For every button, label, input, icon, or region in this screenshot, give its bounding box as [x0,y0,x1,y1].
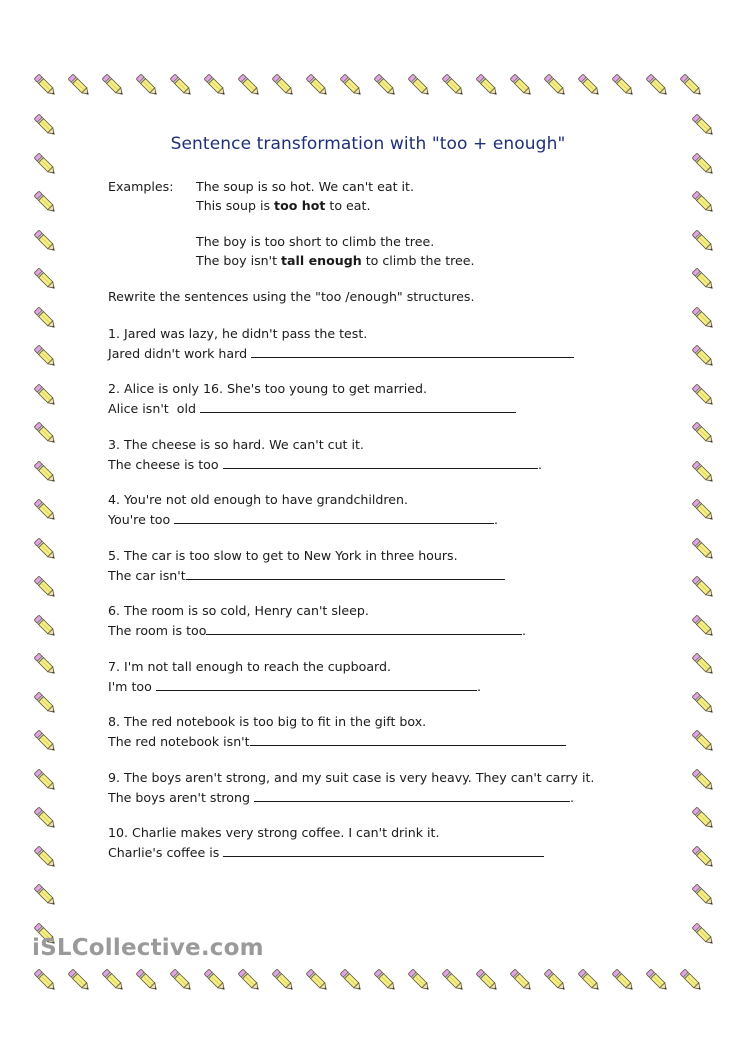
answer-start-text: Alice isn't old [108,401,200,416]
pencil-icon [268,965,298,995]
answer-start-text: You're too [108,512,175,527]
pencil-icon [30,688,60,718]
pencil-icon [64,70,94,100]
pencil-icon [688,226,718,256]
pencil-icon [132,70,162,100]
pencil-icon [132,965,162,995]
pencil-icon [472,965,502,995]
answer-start-text: Jared didn't work hard [108,346,252,361]
pencil-icon [98,70,128,100]
answer-blank-line[interactable] [251,345,574,358]
pencil-icon [642,965,672,995]
pencil-icon [472,70,502,100]
pencil-icon [688,649,718,679]
pencil-icon [30,726,60,756]
answer-blank-line[interactable] [223,456,538,469]
question-2-answer-row [108,400,516,417]
answer-start-text: The cheese is too [108,457,223,472]
pencil-icon [688,919,718,949]
pencil-icon [30,187,60,217]
example-2-bold: tall enough [281,253,362,268]
pencil-icon [30,842,60,872]
answer-blank-line[interactable] [186,567,505,580]
pencil-icon [30,418,60,448]
pencil-icon [268,70,298,100]
pencil-icon [200,70,230,100]
question-9-prompt: 9. The boys aren't strong, and my suit case is very heavy. They can't carry it. [108,770,595,785]
answer-blank-line[interactable] [200,400,516,413]
pencil-icon [688,880,718,910]
question-5-answer-row [108,567,505,584]
pencil-icon [688,572,718,602]
pencil-icon [438,70,468,100]
pencil-icon [688,264,718,294]
pencil-icon [688,688,718,718]
question-1-answer-row [108,345,574,362]
pencil-icon [30,226,60,256]
question-10-answer-row [108,844,544,861]
pencil-icon [688,341,718,371]
pencil-icon [234,70,264,100]
question-2-prompt: 2. Alice is only 16. She's too young to get married. [108,381,427,396]
pencil-icon [688,187,718,217]
pencil-icon [302,965,332,995]
question-3-answer-row [108,456,542,473]
pencil-icon [574,70,604,100]
pencil-icon [30,534,60,564]
answer-blank-line[interactable] [250,733,566,746]
pencil-icon [688,842,718,872]
pencil-icon [30,649,60,679]
pencil-icon [688,765,718,795]
answer-start-text: The red notebook isn't [108,734,250,749]
pencil-icon [30,303,60,333]
pencil-icon [688,418,718,448]
pencil-icon [30,341,60,371]
example-1-answer: This soup is too hot to eat. [196,198,371,213]
example-2-sentence: The boy is too short to climb the tree. [196,234,435,249]
pencil-icon [30,380,60,410]
pencil-icon [404,70,434,100]
pencil-icon [642,70,672,100]
answer-end-text: . [570,790,575,805]
pencil-icon [234,965,264,995]
pencil-icon [404,965,434,995]
answer-start-text: I'm too [108,679,156,694]
answer-blank-line[interactable] [174,511,494,524]
pencil-icon [574,965,604,995]
example-1-sentence: The soup is so hot. We can't eat it. [196,179,414,194]
pencil-icon [30,803,60,833]
examples-label: Examples: [108,179,174,194]
example-2-answer: The boy isn't tall enough to climb the tree. [196,253,475,268]
question-3-prompt: 3. The cheese is so hard. We can't cut it. [108,437,364,452]
question-4-answer-row [108,511,498,528]
question-8-answer-row [108,733,566,750]
question-6-prompt: 6. The room is so cold, Henry can't sleep. [108,603,369,618]
answer-blank-line[interactable] [254,789,570,802]
answer-start-text: The room is too [108,623,207,638]
pencil-icon [336,70,366,100]
pencil-icon [30,457,60,487]
answer-blank-line[interactable] [223,844,544,857]
pencil-icon [540,70,570,100]
answer-blank-line[interactable] [156,678,477,691]
pencil-icon [676,965,706,995]
answer-end-text: . [538,457,543,472]
worksheet-title: Sentence transformation with "too + enough" [170,134,566,154]
question-5-prompt: 5. The car is too slow to get to New York in three hours. [108,548,458,563]
pencil-icon [688,726,718,756]
answer-end-text: . [494,512,499,527]
pencil-icon [688,303,718,333]
answer-end-text: . [522,623,527,638]
pencil-icon [30,765,60,795]
pencil-icon [166,70,196,100]
pencil-icon [688,611,718,641]
question-1-prompt: 1. Jared was lazy, he didn't pass the test. [108,326,368,341]
instructions: Rewrite the sentences using the "too /enough" structures. [108,289,475,304]
pencil-icon [370,70,400,100]
pencil-icon [302,70,332,100]
pencil-icon [688,495,718,525]
pencil-icon [98,965,128,995]
pencil-icon [688,457,718,487]
question-9-answer-row [108,789,574,806]
question-10-prompt: 10. Charlie makes very strong coffee. I can't drink it. [108,825,440,840]
pencil-icon [506,70,536,100]
pencil-icon [506,965,536,995]
pencil-icon [370,965,400,995]
pencil-icon [30,264,60,294]
pencil-icon [608,965,638,995]
answer-start-text: The car isn't [108,568,186,583]
answer-start-text: The boys aren't strong [108,790,254,805]
pencil-icon [438,965,468,995]
pencil-icon [30,880,60,910]
pencil-icon [30,70,60,100]
pencil-icon [64,965,94,995]
pencil-icon [676,70,706,100]
pencil-icon [540,965,570,995]
pencil-icon [688,534,718,564]
answer-blank-line[interactable] [206,622,522,635]
question-7-prompt: 7. I'm not tall enough to reach the cupboard. [108,659,392,674]
pencil-icon [688,803,718,833]
pencil-icon [30,611,60,641]
pencil-icon [608,70,638,100]
pencil-icon [30,495,60,525]
pencil-icon [30,965,60,995]
pencil-icon [30,572,60,602]
answer-start-text: Charlie's coffee is [108,845,224,860]
pencil-icon [688,380,718,410]
question-8-prompt: 8. The red notebook is too big to fit in the gift box. [108,714,427,729]
question-7-answer-row [108,678,481,695]
pencil-icon [336,965,366,995]
example-1-bold: too hot [274,198,326,213]
question-4-prompt: 4. You're not old enough to have grandchildren. [108,492,409,507]
answer-end-text: . [477,679,482,694]
pencil-icon [200,965,230,995]
watermark-logo: iSLCollective.com [32,935,264,961]
pencil-icon [166,965,196,995]
question-6-answer-row [108,622,526,639]
